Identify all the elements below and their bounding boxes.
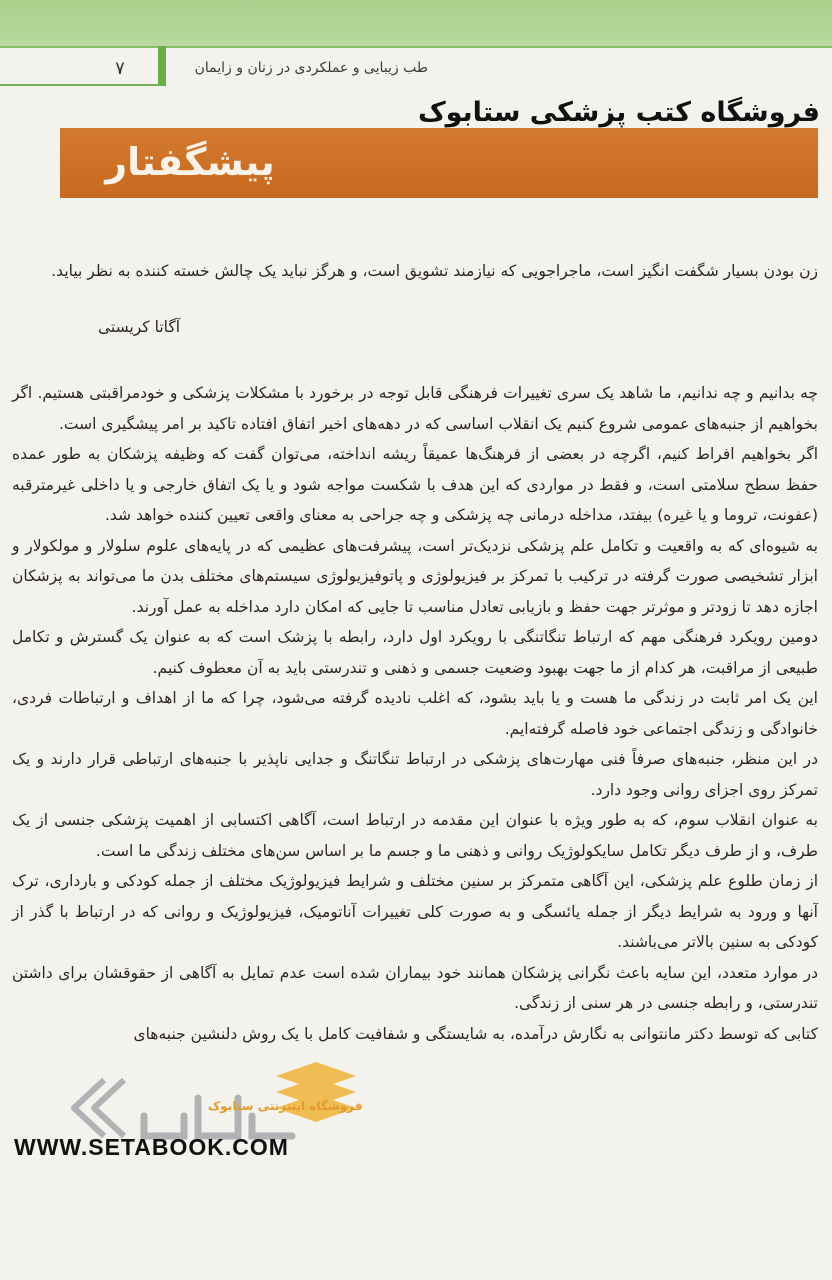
watermark-name: فروشگاه اینترنتی ستابوک: [208, 1099, 363, 1113]
header-rule: [0, 46, 832, 48]
header-divider: [158, 46, 166, 86]
paragraph: دومین رویکرد فرهنگی مهم که ارتباط تنگاتنگی با رویکرد اول دارد، رابطه با پزشک است که به عنوان یک گسترش و تکامل طبیعی از مراقبت، هر کدام از ما جهت بهبود وضعیت جسمی و ذهنی و تندرستی باید به آن معطوف کنیم.: [12, 628, 818, 677]
header-accent-line: [0, 84, 160, 86]
epigraph-author: آگاتا کریستی: [98, 318, 181, 336]
paragraph: این یک امر ثابت در زندگی ما هست و یا باید بشود، که اغلب نادیده گرفته می‌شود، چرا که ما از اهداف و ارتباطات فردی، خانوادگی و زندگی اجتماعی خود فاصله گرفته‌ایم.: [12, 689, 818, 738]
watermark-url: WWW.SETABOOK.COM: [14, 1134, 289, 1160]
paragraph: به عنوان انقلاب سوم، که به طور ویژه با عنوان این مقدمه در ارتباط است، آگاهی اکتسابی از اهمیت پزشکی جنسی از یک طرف، و از طرف دیگر تکامل سایکولوژیک روانی و ذهنی ما و جسم ما بر اساس سن‌های مختلف زندگی ما است.: [12, 811, 818, 860]
paragraph: چه بدانیم و چه ندانیم، ما شاهد یک سری تغییرات فرهنگی قابل توجه در برخورد با مشکلات پزشکی و خودمراقبتی هستیم. اگر بخواهیم از جنبه‌های عمومی شروع کنیم یک انقلاب اساسی که در دهه‌های اخیر اتفاق افتاده تاکید بر امر پیشگیری است.: [12, 384, 818, 433]
running-title: طب زیبایی و عملکردی در زنان و زایمان: [194, 60, 428, 76]
epigraph-quote: زن بودن بسیار شگفت انگیز است، ماجراجویی که نیازمند تشویق است، و هرگز نباید یک چالش خسته کننده به نظر بیاید.: [51, 262, 818, 280]
paragraph: از زمان طلوع علم پزشکی، این آگاهی متمرکز بر سنین مختلف و شرایط فیزیولوژیک مختلف از جمله کودکی و بارداری، ترک آنها و ورود به شرایط دیگر از جمله یائسگی و به صورت کلی تغییرات آناتومیک، فیزیولوژیک و روانی که در ارتباط با گذر از کودکی به سنین بالاتر می‌باشند.: [12, 872, 818, 951]
paragraph: به شیوه‌ای که به واقعیت و تکامل علم پزشکی نزدیک‌تر است، پیشرفت‌های عظیمی که در پایه‌های علوم سلولار و مولکولار و ابزار تشخیصی صورت گرفته در ترکیب با تمرکز بر فیزیولوژی و پاتوفیزیولوژی سیستم‌های مختلف بدن ما می‌تواند به پزشکان اجازه دهد تا زودتر و موثرتر جهت حفظ و بازیابی تعادل مناسب تا جایی که امکان دارد مداخله به عمل آورند.: [12, 536, 818, 616]
paragraph: در این منظر، جنبه‌های صرفاً فنی مهارت‌های پزشکی در ارتباط تنگاتنگ و جدایی ناپذیر با جنبه‌های ارتباطی قرار دارند و یک تمرکز روی اجزای روانی وجود دارد.: [12, 750, 818, 799]
section-title: پیشگفتار: [105, 140, 275, 184]
header-band: [0, 0, 832, 46]
paragraph: اگر بخواهیم افراط کنیم، اگرچه در بعضی از فرهنگ‌ها عمیقاً ریشه انداخته، می‌توان گفت که وظیفه پزشکان به طور عمده حفظ سطح سلامتی است، و فقط در مواردی که این هدف با شکست مواجه شود و یا یک اتفاق خارجی و یا داخلی غیرمترقبه (عفونت، تروما و یا غیره) بیفتد، مداخله درمانی چه پزشکی و چه جراحی به معنای واقعی تعیین کننده خواهد شد.: [12, 445, 818, 524]
body-text: [12, 378, 818, 1049]
store-title: فروشگاه کتب پزشکی ستابوک: [417, 97, 820, 128]
paragraph: در موارد متعدد، این سایه باعث نگرانی پزشکان همانند خود بیماران شده است عدم تمایل به آگاهی از حقوقشان برای داشتن تندرستی، و رابطه جنسی در هر سنی از زندگی.: [12, 963, 818, 1012]
paragraph: کتابی که توسط دکتر مانتوانی به نگارش درآمده، به شایستگی و شفافیت کامل با یک روش دلنشین جنبه‌های: [133, 1024, 818, 1043]
page-number: ۷: [115, 58, 125, 79]
